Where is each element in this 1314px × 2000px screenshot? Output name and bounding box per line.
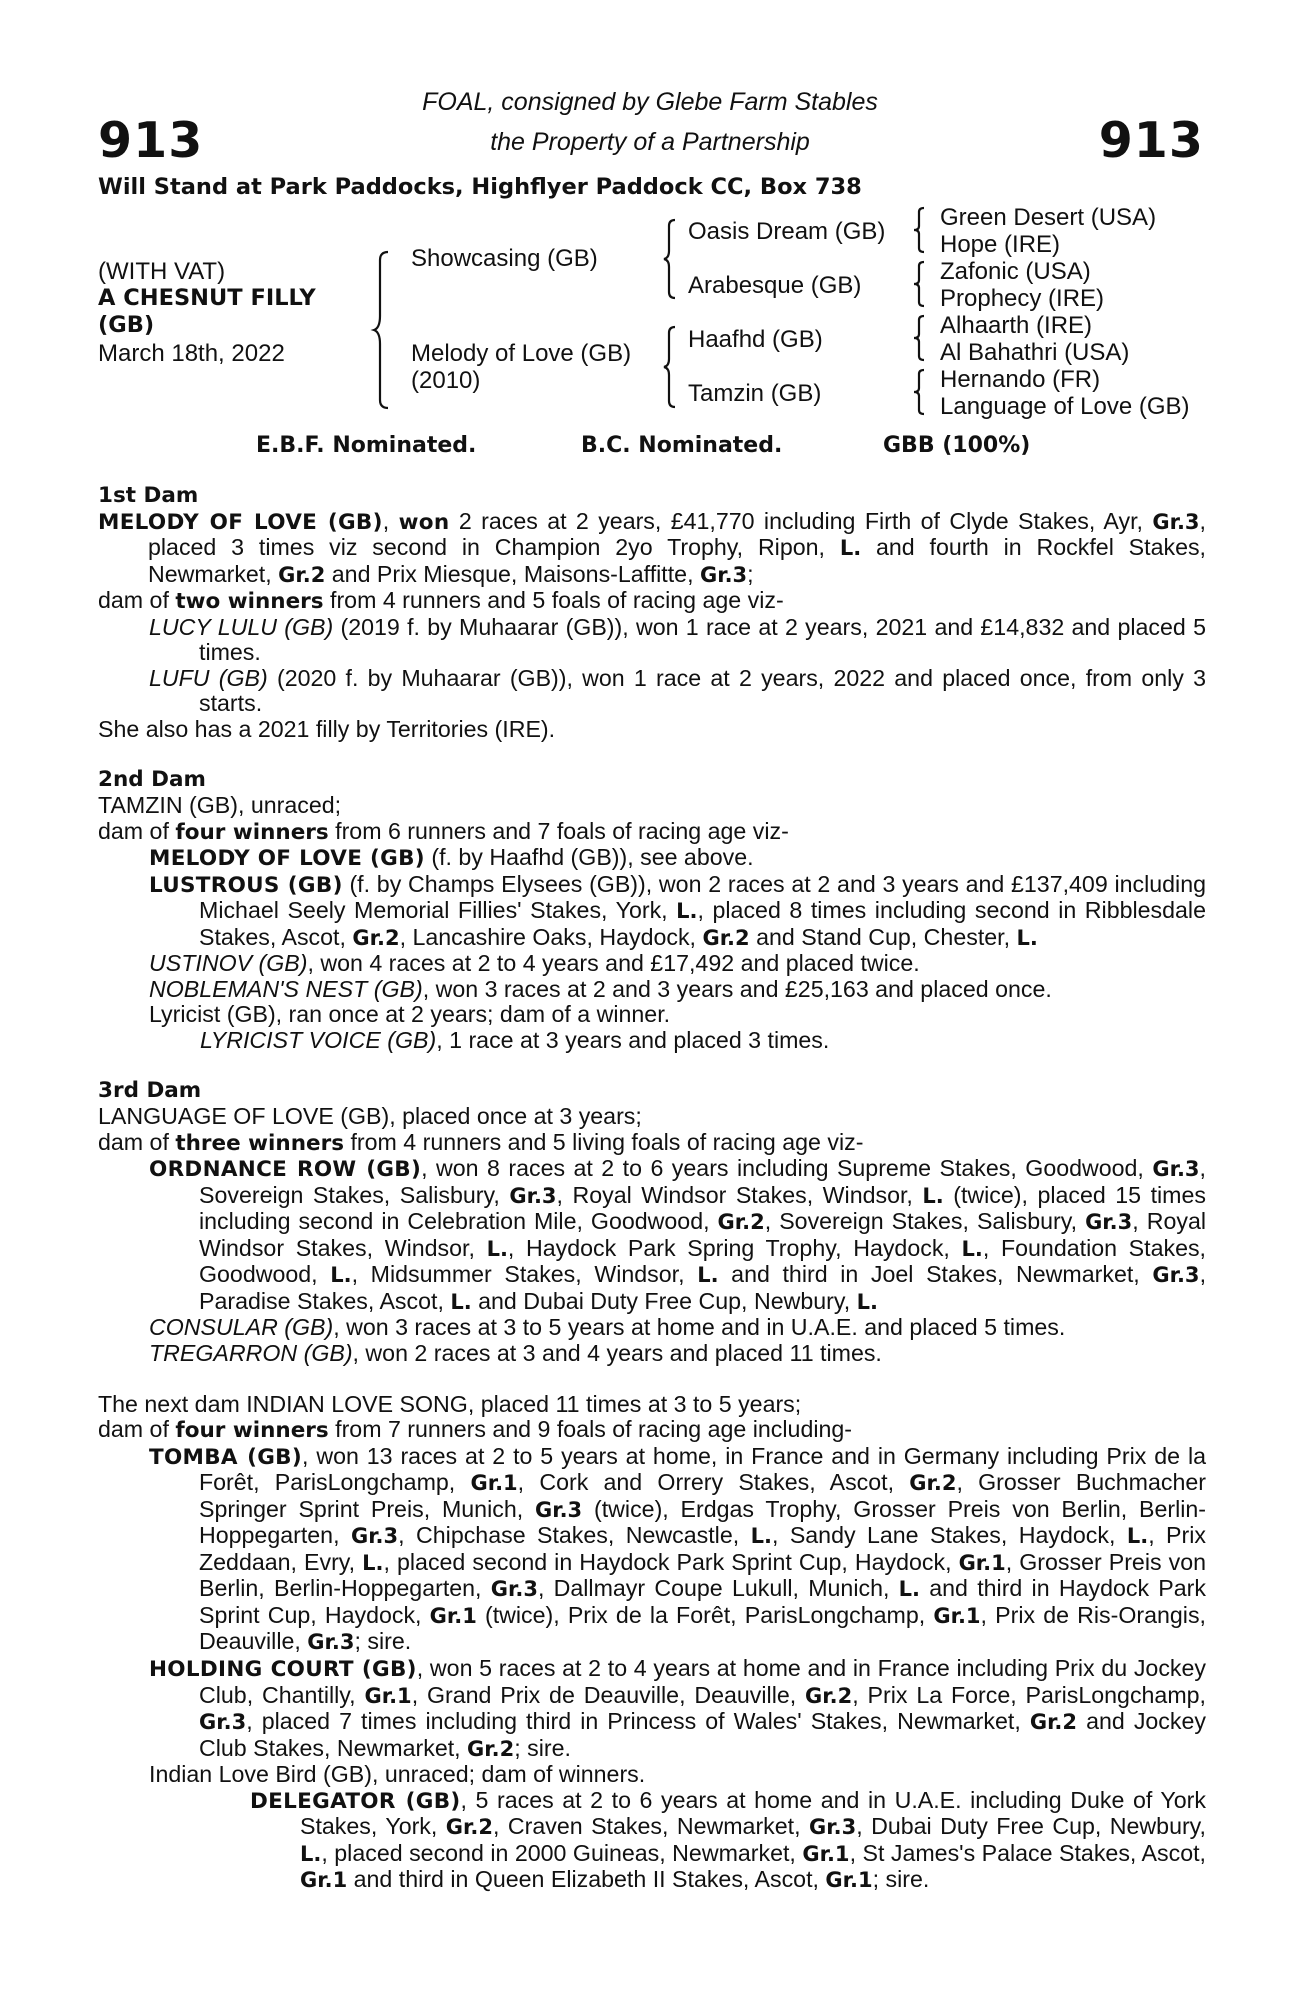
pedigree-bracket-g1 bbox=[912, 206, 926, 254]
stand-location: Will Stand at Park Paddocks, Highflyer Paddock CC, Box 738 bbox=[98, 174, 862, 200]
horse-name: A CHESNUT FILLY bbox=[98, 285, 316, 311]
first-dam-record: MELODY OF LOVE (GB), won 2 races at 2 years, £41,770 including Firth of Clyde Stakes, Ayr, Gr.3, placed 3 times viz second in Champion 2yo Trophy, Ripon, L. and fourth in Rockfel Stakes, Newmarket, Gr.2 and Prix Miesque, Maisons-Laffitte, Gr.3; bbox=[98, 507, 1207, 587]
third-dam-progeny-3: TREGARRON (GB), won 2 races at 3 and 4 years and placed 11 times. bbox=[149, 1339, 882, 1366]
second-dam-produce: dam of four winners from 6 runners and 7 foals of racing age viz- bbox=[98, 817, 789, 845]
first-dam-progeny-1: LUCY LULU (GB) (2019 f. by Muhaarar (GB)), won 1 race at 2 years, 2021 and £14,832 and placed 5 times. bbox=[149, 613, 1206, 666]
horse-name-country: (GB) bbox=[98, 312, 155, 338]
pedigree-g7: Hernando (FR) bbox=[940, 366, 1101, 393]
pedigree-g5: Alhaarth (IRE) bbox=[940, 312, 1093, 339]
second-dam-progeny-6: LYRICIST VOICE (GB), 1 race at 3 years and placed 3 times. bbox=[200, 1026, 830, 1053]
next-dam-line: The next dam INDIAN LOVE SONG, placed 11 times at 3 to 5 years; bbox=[98, 1390, 802, 1417]
pedigree-g4: Prophecy (IRE) bbox=[940, 285, 1105, 312]
pedigree-bracket-g2 bbox=[912, 260, 926, 308]
first-dam-also: She also has a 2021 filly by Territories (IRE). bbox=[98, 715, 556, 742]
third-dam-produce: dam of three winners from 4 runners and 5 living foals of racing age viz- bbox=[98, 1128, 864, 1156]
pedigree-g8: Language of Love (GB) bbox=[940, 393, 1190, 420]
second-dam-progeny-3: USTINOV (GB), won 4 races at 2 to 4 years and £17,492 and placed twice. bbox=[149, 950, 920, 977]
third-dam-progeny-1: ORDNANCE ROW (GB), won 8 races at 2 to 6 years including Supreme Stakes, Goodwood, Gr.3, Sovereign Stakes, Salisbury, Gr.3, Royal Windsor Stakes, Windsor, L. (twice), placed 15 times including second in Celebration Mile, Goodwood, Gr.2, Sovereign Stakes, Salisbury, Gr.3, Royal Windsor Stakes, Windsor, L., Haydock Park Spring Trophy, Haydock, L., Foundation Stakes, Goodwood, L., Midsummer Stakes, Windsor, L. and third in Joel Stakes, Newmarket, Gr.3, Paradise Stakes, Ascot, L. and Dubai Duty Free Cup, Newbury, L. bbox=[149, 1155, 1207, 1314]
pedigree-bracket-g3 bbox=[912, 314, 926, 362]
gbb-rating: GBB (100%) bbox=[883, 433, 1031, 458]
third-dam-heading: 3rd Dam bbox=[98, 1078, 202, 1104]
second-dam-progeny-1: MELODY OF LOVE (GB) (f. by Haafhd (GB)), see above. bbox=[149, 844, 754, 872]
vat-note: (WITH VAT) bbox=[98, 258, 226, 285]
pedigree-g3: Zafonic (USA) bbox=[940, 258, 1091, 285]
second-dam-line: TAMZIN (GB), unraced; bbox=[98, 792, 342, 819]
pedigree-dam-dam: Tamzin (GB) bbox=[688, 380, 822, 407]
first-dam-produce: dam of two winners from 4 runners and 5 foals of racing age viz- bbox=[98, 587, 784, 615]
ebf-nomination: E.B.F. Nominated. bbox=[256, 433, 477, 458]
first-dam-progeny-2: LUFU (GB) (2020 f. by Muhaarar (GB)), won 1 race at 2 years, 2022 and placed once, from only 3 starts. bbox=[149, 664, 1206, 717]
lot-number-right: 913 bbox=[1098, 112, 1204, 169]
pedigree-sire-dam: Arabesque (GB) bbox=[688, 272, 862, 299]
pedigree-dam: Melody of Love (GB) bbox=[411, 340, 632, 367]
first-dam-heading: 1st Dam bbox=[98, 483, 199, 508]
bc-nomination: B.C. Nominated. bbox=[581, 433, 783, 458]
pedigree-g6: Al Bahathri (USA) bbox=[940, 339, 1130, 366]
pedigree-bracket-main bbox=[372, 250, 392, 410]
next-dam-progeny-3: Indian Love Bird (GB), unraced; dam of winners. bbox=[149, 1761, 646, 1788]
pedigree-bracket-sire bbox=[662, 218, 678, 300]
third-dam-line: LANGUAGE OF LOVE (GB), placed once at 3 years; bbox=[98, 1103, 642, 1130]
next-dam-progeny-2: HOLDING COURT (GB), won 5 races at 2 to 4 years at home and in France including Prix du Jockey Club, Chantilly, Gr.1, Grand Prix de Deauville, Deauville, Gr.2, Prix La Force, ParisLongchamp, Gr.3, placed 7 times including third in Princess of Wales' Stakes, Newmarket, Gr.2 and Jockey Club Stakes, Newmarket, Gr.2; sire. bbox=[149, 1654, 1206, 1761]
next-dam-produce: dam of four winners from 7 runners and 9 foals of racing age including- bbox=[98, 1416, 853, 1444]
pedigree-g2: Hope (IRE) bbox=[940, 231, 1061, 258]
pedigree-bracket-g4 bbox=[912, 368, 926, 416]
catalogue-body bbox=[98, 483, 1206, 1894]
pedigree-sire: Showcasing (GB) bbox=[411, 245, 598, 272]
property-of: the Property of a Partnership bbox=[490, 128, 810, 156]
pedigree-sire-sire: Oasis Dream (GB) bbox=[688, 218, 886, 245]
third-dam-progeny-2: CONSULAR (GB), won 3 races at 3 to 5 years at home and in U.A.E. and placed 5 times. bbox=[149, 1314, 1066, 1341]
consignor-block bbox=[300, 82, 1000, 162]
lot-number-left: 913 bbox=[98, 112, 204, 169]
second-dam-heading: 2nd Dam bbox=[98, 767, 206, 793]
consigned-by: FOAL, consigned by Glebe Farm Stables bbox=[422, 88, 878, 116]
second-dam-progeny-2: LUSTROUS (GB) (f. by Champs Elysees (GB)), won 2 races at 2 and 3 years and £137,409 including Michael Seely Memorial Fillies' Stakes, York, L., placed 8 times including second in Ribblesdale Stakes, Ascot, Gr.2, Lancashire Oaks, Haydock, Gr.2 and Stand Cup, Chester, L. bbox=[149, 870, 1207, 950]
pedigree-bracket-dam bbox=[662, 325, 678, 409]
second-dam-progeny-5: Lyricist (GB), ran once at 2 years; dam of a winner. bbox=[149, 1001, 671, 1028]
pedigree-dam-year: (2010) bbox=[411, 367, 481, 394]
pedigree-g1: Green Desert (USA) bbox=[940, 204, 1157, 231]
second-dam-progeny-4: NOBLEMAN'S NEST (GB), won 3 races at 2 and 3 years and £25,163 and placed once. bbox=[149, 975, 1052, 1002]
next-dam-progeny-4: DELEGATOR (GB), 5 races at 2 to 6 years at home and in U.A.E. including Duke of York Stakes, York, Gr.2, Craven Stakes, Newmarket, Gr.3, Dubai Duty Free Cup, Newbury, L., placed second in 2000 Guineas, Newmarket, Gr.1, St James's Palace Stakes, Ascot, Gr.1 and third in Queen Elizabeth II Stakes, Ascot, Gr.1; sire. bbox=[250, 1786, 1206, 1893]
pedigree-dam-sire: Haafhd (GB) bbox=[688, 326, 823, 353]
foaling-date: March 18th, 2022 bbox=[98, 340, 285, 367]
next-dam-progeny-1: TOMBA (GB), won 13 races at 2 to 5 years at home, in France and in Germany including Prix de la Forêt, ParisLongchamp, Gr.1, Cork and Orrery Stakes, Ascot, Gr.2, Grosser Buchmacher Springer Sprint Preis, Munich, Gr.3 (twice), Erdgas Trophy, Grosser Preis von Berlin, Berlin-Hoppegarten, Gr.3, Chipchase Stakes, Newcastle, L., Sandy Lane Stakes, Haydock, L., Prix Zeddaan, Evry, L., placed second in Haydock Park Sprint Cup, Haydock, Gr.1, Grosser Preis von Berlin, Berlin-Hoppegarten, Gr.3, Dallmayr Coupe Lukull, Munich, L. and third in Haydock Park Sprint Cup, Haydock, Gr.1 (twice), Prix de la Forêt, ParisLongchamp, Gr.1, Prix de Ris-Orangis, Deauville, Gr.3; sire. bbox=[149, 1442, 1206, 1655]
